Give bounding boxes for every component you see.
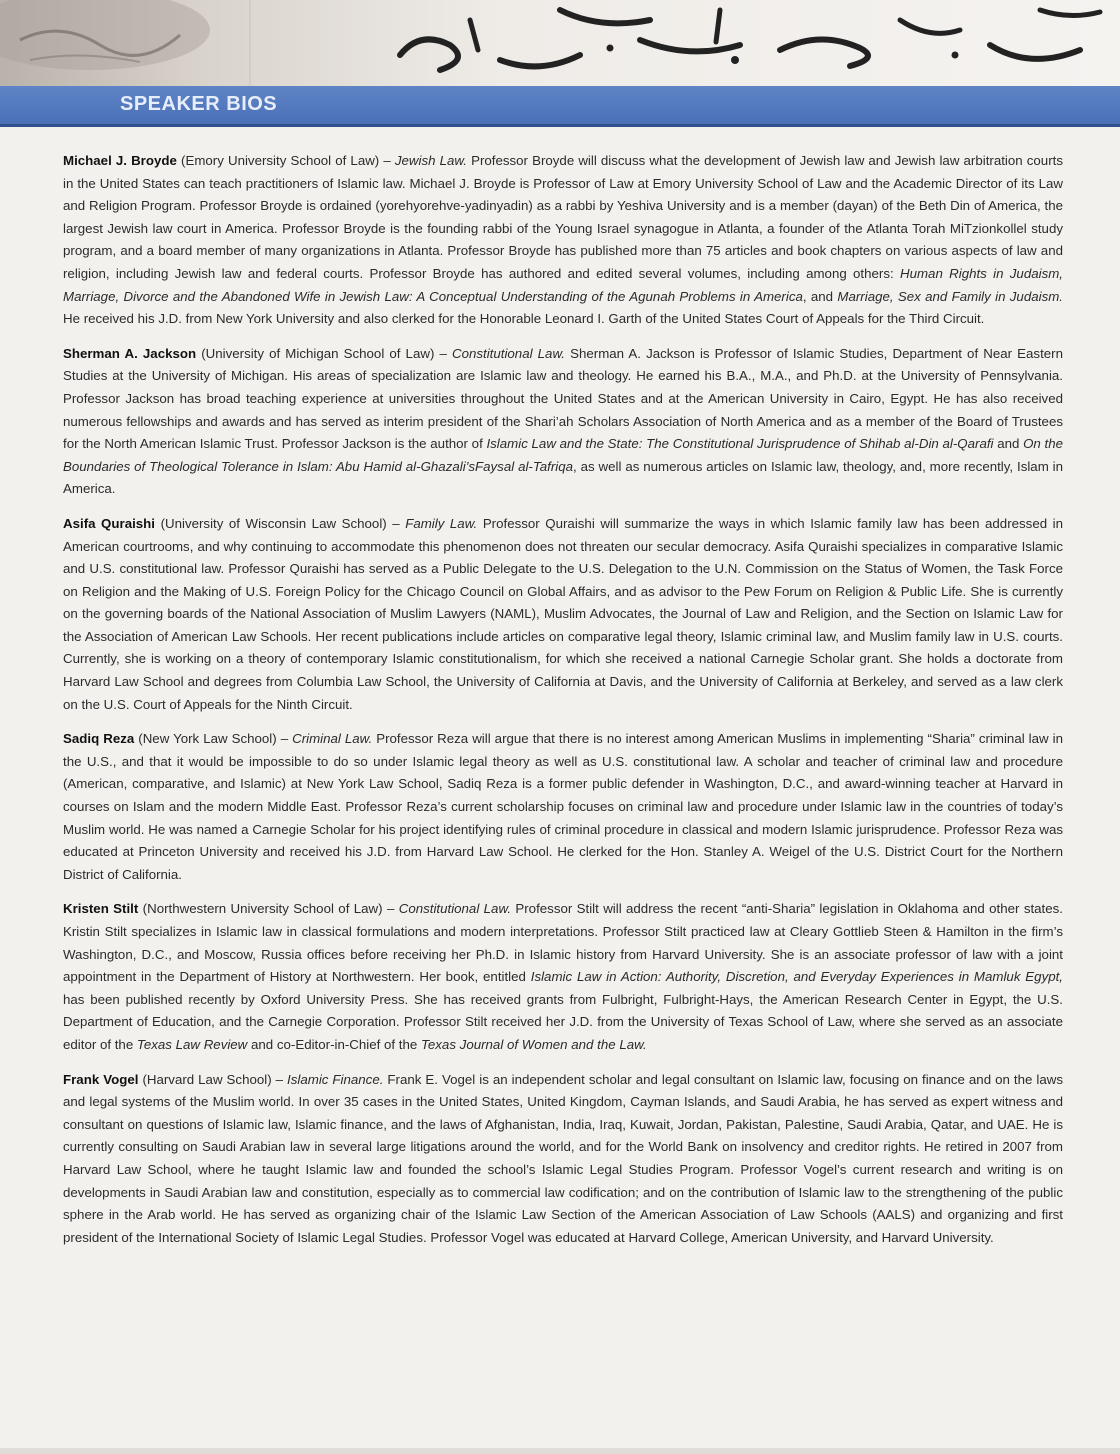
speaker-affiliation: (University of Michigan School of Law) – <box>196 345 452 361</box>
book-title: Islamic Law in Action: Authority, Discretion, and Everyday Experiences in Mamluk Egypt, <box>530 969 1063 985</box>
speaker-affiliation: (Harvard Law School) – <box>138 1071 288 1087</box>
bio-text: He received his J.D. from New York University and also clerked for the Honorable Leonard I. Garth of the United States Court of Appeals for the Third Circuit. <box>63 311 985 327</box>
book-title: On the Boundaries of Theological Tolerance in Islam: Abu Hamid al-Ghazali’sFaysal al-Tafriqa <box>63 436 1063 474</box>
speaker-topic: Islamic Finance. <box>287 1071 384 1087</box>
bio-text: Professor Quraishi will summarize the ways in which Islamic family law has been addressed in American courtrooms, and why continuing to accommodate this phenomenon does not threaten our secular democracy. Asifa Quraishi specializes in comparative Islamic and U.S. constitutional law. Professor Quraishi has served as a Public Delegate to the U.S. Delegation to the U.N. Commission on the Status of Women, the Task Force on Religion and the Making of U.S. Foreign Policy for the Chicago Council on Global Affairs, and as advisor to the Pew Forum on Religion & Public Life. She is currently on the governing boards of the National Association of Muslim Lawyers (NAML), Muslim Advocates, the Journal of Law and Religion, and the Section on Islamic Law for the Association of American Law Schools. Her recent publications include articles on comparative legal theory, Islamic criminal law, and Muslim family law in U.S. courts. Currently, she is working on a theory of contemporary Islamic constitutionalism, for which she received a national Carnegie Scholar grant. She holds a doctorate from Harvard Law School and degrees from Columbia Law School, the University of California at Davis, and the University of California at Berkeley, and served as a law clerk on the U.S. Court of Appeals for the Ninth Circuit. <box>63 515 1064 712</box>
section-header-bar <box>0 86 1120 127</box>
speaker-topic: Criminal Law. <box>292 731 373 747</box>
speaker-name: Kristen Stilt <box>63 901 139 917</box>
speaker-affiliation: (New York Law School) – <box>134 731 293 747</box>
section-title: SPEAKER BIOS <box>120 93 278 115</box>
speaker-topic: Family Law. <box>405 515 478 531</box>
journal-title: Texas Journal of Women and the Law. <box>420 1036 647 1052</box>
book-title: Marriage, Sex and Family in Judaism. <box>837 288 1063 304</box>
speaker-affiliation: (Emory University School of Law) – <box>176 153 395 168</box>
journal-title: Texas Law Review <box>136 1036 248 1052</box>
bio-sherman-jackson <box>63 343 1063 501</box>
calligraphy-art <box>0 0 1120 86</box>
bio-michael-broyde <box>63 150 1063 331</box>
bio-text: Frank E. Vogel is an independent scholar and legal consultant on Islamic law, focusing on finance and on the laws and legal systems of the Muslim world. In over 35 cases in the United States, United Kingdom, Cayman Islands, and Saudi Arabia, he has served as expert witness and consultant on questions of Islamic law, Islamic finance, and the laws of Afghanistan, India, Iraq, Kuwait, Jordan, Pakistan, Palestine, Saudi Arabia, Qatar, and UAE. He is currently consulting on Saudi Arabian law in several large litigations around the world, and for the World Bank on insolvency and creditor rights. He retired in 2007 from Harvard Law School, where he taught Islamic law and founded the school’s Islamic Legal Studies Program. Professor Vogel’s current research and writing is on developments in Saudi Arabian law and constitution, especially as to commercial law codification; and on the contribution of Islamic law to the strengthening of the public sphere in the Arab world. He has served as organizing chair of the Islamic Law Section of the American Association of Law Schools (AALS) and organizing and first president of the International Society of Islamic Legal Studies. Professor Vogel was educated at Harvard College, American University, and Harvard University. <box>63 1071 1063 1245</box>
bio-text: has been published recently by Oxford University Press. She has received grants from Fulbright, Fulbright-Hays, the American Research Center in Egypt, the U.S. Department of Education, and the Carnegie Corporation. Professor Stilt received her J.D. from the University of Texas School of Law, where she served as an associate editor of the <box>63 991 1063 1052</box>
bio-text: Professor Reza will argue that there is no interest among American Muslims in implementing “Sharia” criminal law in the U.S., and that it would be impossible to do so under Islamic legal theory as well as U.S. constitutional law. A scholar and teacher of criminal law and procedure (American, comparative, and Islamic) at New York Law School, Sadiq Reza is a former public defender in Washington, D.C., and award-winning teacher at Harvard in courses on Islam and the modern Middle East. Professor Reza’s current scholarship focuses on criminal law and procedure under Islamic law in the countries of today’s Muslim world. He was named a Carnegie Scholar for his project identifying rules of criminal procedure in classical and modern Islamic jurisprudence. Professor Reza was educated at Princeton University and received his J.D. from Harvard Law School. He clerked for the Hon. Stanley A. Weigel of the U.S. District Court for the Northern District of California. <box>63 731 1063 882</box>
speaker-name: Sadiq Reza <box>63 731 135 747</box>
speaker-topic: Constitutional Law. <box>398 901 512 917</box>
bio-text: and <box>993 436 1024 452</box>
bio-text: , and <box>802 288 838 304</box>
bio-text: , as well as numerous articles on Islamic law, theology, and, more recently, Islam in America. <box>63 458 1064 497</box>
speaker-affiliation: (Northwestern University School of Law) – <box>138 901 399 917</box>
bio-frank-vogel <box>63 1069 1063 1250</box>
banner-calligraphy-image <box>0 0 1120 86</box>
bio-text: Sherman A. Jackson is Professor of Islamic Studies, Department of Near Eastern Studies at the University of Michigan. His areas of specialization are Islamic law and theology. He earned his B.A., M.A., and Ph.D. at the University of Pennsylvania. Professor Jackson has broad teaching experience at universities throughout the United States and at the American University in Cairo, Egypt. He has also received numerous fellowships and awards and has served as interim president of the Shari’ah Scholars Association of North America and as a member of the Board of Trustees for the North American Islamic Trust. Professor Jackson is the author of <box>63 345 1063 452</box>
bios-content <box>63 150 1063 1261</box>
bio-sadiq-reza <box>63 728 1063 886</box>
speaker-name: Sherman A. Jackson <box>63 345 197 361</box>
speaker-affiliation: (University of Wisconsin Law School) – <box>155 515 406 531</box>
speaker-topic: Jewish Law. <box>394 153 467 168</box>
page-bottom-edge <box>0 1448 1120 1454</box>
speaker-name: Michael J. Broyde <box>63 153 177 168</box>
book-title: Human Rights in Judaism, Marriage, Divorce and the Abandoned Wife in Jewish Law: A Conceptual Understanding of the Agunah Problems in America <box>63 265 1063 304</box>
bio-text: Professor Stilt will address the recent “anti-Sharia” legislation in Oklahoma and other states. Kristin Stilt specializes in Islamic law in classical formulations and modern interpretations. Professor Stilt practiced law at Cleary Gottlieb Steen & Hamilton in the firm’s Washington, D.C., and Moscow, Russia offices before receiving her Ph.D. in Islamic history from Harvard University. She is an associate professor of law with a joint appointment in the Department of History at Northwestern. Her book, entitled <box>63 901 1063 985</box>
speaker-name: Frank Vogel <box>63 1071 139 1087</box>
speaker-name: Asifa Quraishi <box>63 515 156 531</box>
bio-asifa-quraishi <box>63 513 1063 716</box>
speaker-topic: Constitutional Law. <box>451 345 566 361</box>
bio-text: Professor Broyde will discuss what the development of Jewish law and Jewish law arbitration courts in the United States can teach practitioners of Islamic law. Michael J. Broyde is Professor of Law at Emory University School of Law and the Academic Director of its Law and Religion Program. Professor Broyde is ordained (yorehyorehve-yadinyadin) as a rabbi by Yeshiva University and is a member (dayan) of the Beth Din of America, the largest Jewish law court in America. Professor Broyde is the founding rabbi of the Young Israel synagogue in Atlanta, a founder of the Atlanta Torah MiTzionkollel study program, and a board member of many organizations in Atlanta. Professor Broyde has published more than 75 articles and book chapters on various aspects of law and religion, including Jewish law and federal courts. Professor Broyde has authored and edited several volumes, including among others: <box>63 153 1063 281</box>
book-title: Islamic Law and the State: The Constitutional Jurisprudence of Shihab al-Din al-Qarafi <box>486 436 994 452</box>
bio-text: and co-Editor-in-Chief of the <box>247 1036 421 1052</box>
bio-kristen-stilt <box>63 898 1063 1056</box>
